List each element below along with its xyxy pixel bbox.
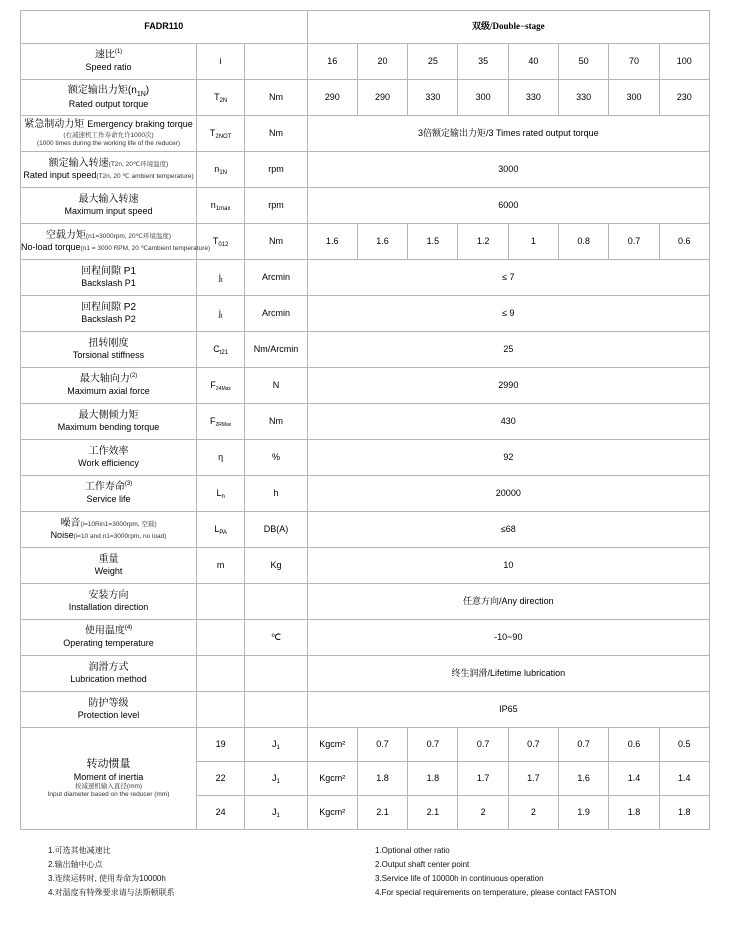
symbol-main: F (210, 379, 216, 390)
value-cell: 1 (508, 224, 558, 260)
unit-cell: % (245, 440, 307, 476)
value-cell: 1.6 (307, 224, 357, 260)
value-cell: 1.9 (559, 796, 609, 830)
value-cell: 300 (609, 80, 659, 116)
unit-cell (245, 44, 307, 80)
symbol-cell (197, 656, 245, 692)
table-row (21, 260, 710, 296)
value-cell-merged: 终生润滑/Lifetime lubrication (307, 656, 709, 692)
label-sub-en: (n1 = 3000 RPM, 20 ℃ambient temperature) (80, 245, 211, 253)
label-en: Work efficiency (78, 458, 139, 469)
unit-cell (245, 656, 307, 692)
value-cell: 2.1 (357, 796, 407, 830)
table-row (21, 152, 710, 188)
symbol-sub: 2NOT (215, 133, 232, 140)
footnote-en-3: 3.Service life of 10000h in continuous operation (375, 874, 544, 883)
label-cn: 重量 (98, 553, 119, 565)
symbol-main: n (214, 163, 220, 174)
symbol-sub: t (220, 313, 223, 320)
footnote-cn-3: 3.连续运转时, 使用寿命为10000h (48, 874, 166, 883)
value-cell: 1.2 (458, 224, 508, 260)
value-cell: 0.7 (609, 224, 659, 260)
symbol-cell (197, 692, 245, 728)
symbol-sub: 1 (276, 744, 280, 751)
unit-cell: Kg (245, 548, 307, 584)
inertia-diameter: 24 (197, 796, 245, 830)
footnote-en-1: 1.Optional other ratio (375, 846, 450, 855)
row-label-noise (21, 512, 197, 548)
label-cn: 防护等级 (88, 697, 129, 709)
value-cell: 70 (609, 44, 659, 80)
symbol-cell (245, 728, 307, 762)
label-sub-en: (T2n, 20 ℃ ambient temperature) (96, 173, 194, 181)
value-cell: 40 (508, 44, 558, 80)
row-label-service-life (21, 476, 197, 512)
stage-title: 双级/Double−stage (307, 11, 709, 44)
label-cn: 润滑方式 (88, 661, 129, 673)
table-row (21, 332, 710, 368)
value-cell: 1.4 (659, 762, 709, 796)
value-cell: 0.7 (408, 728, 458, 762)
table-row (21, 584, 710, 620)
symbol-cell (197, 296, 245, 332)
value-cell: 1.5 (408, 224, 458, 260)
label-sub-en: (i=10 and n1=3000rpm, no load) (73, 533, 167, 541)
symbol-cell (197, 188, 245, 224)
symbol-main: J (272, 806, 277, 817)
label-cn: 转动惯量 (86, 757, 131, 770)
value-cell: 1.7 (508, 762, 558, 796)
row-label-backlash-p2 (21, 296, 197, 332)
symbol-cell (197, 332, 245, 368)
value-cell-merged: 10 (307, 548, 709, 584)
table-row (21, 116, 710, 152)
table-row (21, 404, 710, 440)
value-cell: 0.7 (508, 728, 558, 762)
symbol-sub: PA (219, 529, 227, 536)
unit-cell: h (245, 476, 307, 512)
symbol-sub: 24Max (215, 385, 231, 392)
unit-cell: Arcmin (245, 296, 307, 332)
label-en: Backslash P1 (81, 278, 136, 289)
symbol-sub: 1 (276, 812, 280, 819)
value-cell-merged: 20000 (307, 476, 709, 512)
label-sub-cn: (右减速机工作寿命允许1000次) (63, 131, 154, 139)
symbol-main: J (272, 738, 277, 749)
symbol-cell: m (197, 548, 245, 584)
model-title: FADR110 (21, 11, 308, 44)
table-row (21, 440, 710, 476)
footnote-cn-2: 2.输出轴中心点 (48, 860, 103, 869)
value-cell: 35 (458, 44, 508, 80)
label-en: Weight (94, 566, 123, 577)
value-cell: 2 (508, 796, 558, 830)
symbol-cell (197, 152, 245, 188)
value-cell: 1.8 (408, 762, 458, 796)
label-cn: 额定输入转速 (48, 157, 109, 169)
unit-cell: Arcmin (245, 260, 307, 296)
unit-cell: Kgcm² (307, 762, 357, 796)
table-row (21, 296, 710, 332)
symbol-cell: η (197, 440, 245, 476)
value-cell: 1.6 (357, 224, 407, 260)
value-cell: 0.7 (559, 728, 609, 762)
label-en: Speed ratio (85, 62, 132, 73)
unit-cell: N (245, 368, 307, 404)
footnotes (20, 844, 710, 900)
label-en: Maximum input speed (64, 206, 153, 217)
label-cn: 紧急制动力矩 (24, 119, 85, 131)
value-cell: 1.7 (458, 762, 508, 796)
footnote-en-2: 2.Output shaft center point (375, 860, 470, 869)
row-label-moment-of-inertia (21, 728, 197, 830)
row-label-backlash-p1 (21, 260, 197, 296)
row-label-rated-input-speed (21, 152, 197, 188)
value-cell: 2 (458, 796, 508, 830)
unit-cell: Kgcm² (307, 796, 357, 830)
unit-cell: Nm (245, 80, 307, 116)
label-cn: 扭转刚度 (88, 337, 129, 349)
row-label-rated-output-torque (21, 80, 197, 116)
value-cell-merged: 3倍额定输出力矩/3 Times rated output torque (307, 116, 709, 152)
table-row (21, 44, 710, 80)
label-en: Backslash P2 (81, 314, 136, 325)
value-cell: 16 (307, 44, 357, 80)
row-label-max-bending-torque (21, 404, 197, 440)
value-cell: 1.6 (559, 762, 609, 796)
row-label-no-load-torque (21, 224, 211, 260)
label-en: Installation direction (68, 602, 149, 613)
footnote-en-4: 4.For special requirements on temperature, please contact FASTON (375, 888, 617, 897)
symbol-sub: 012 (218, 241, 229, 248)
footnote-cn-1: 1.可选其他减速比 (48, 846, 111, 855)
value-cell-merged: IP65 (307, 692, 709, 728)
label-cn: 工作效率 (88, 445, 129, 457)
value-cell: 0.6 (609, 728, 659, 762)
symbol-cell (197, 620, 245, 656)
value-cell: 2.1 (408, 796, 458, 830)
symbol-cell (197, 80, 245, 116)
label-en: Rated input speed (23, 170, 97, 181)
value-cell: 330 (508, 80, 558, 116)
symbol-sub: t (220, 277, 223, 284)
symbol-cell (245, 762, 307, 796)
footnotes-cn (20, 844, 365, 900)
value-cell: 1.4 (609, 762, 659, 796)
symbol-sub: 1max (215, 205, 231, 212)
value-cell-merged: 任意方向/Any direction (307, 584, 709, 620)
table-row (21, 476, 710, 512)
unit-cell: Nm (245, 116, 307, 152)
symbol-sub: 1N (219, 169, 227, 176)
label-en: Operating temperature (63, 638, 154, 649)
table-row (21, 368, 710, 404)
row-label-work-efficiency (21, 440, 197, 476)
value-cell: 330 (559, 80, 609, 116)
label-cn-tail: ) (145, 84, 150, 96)
table-row (21, 188, 710, 224)
symbol-main: n (210, 199, 216, 210)
label-sub-en: (1000 times during the working life of the reducer) (36, 139, 181, 147)
row-label-installation-direction (21, 584, 197, 620)
label-en: Protection level (77, 710, 140, 721)
label-sub-cn: 按减速机输入直径(mm) (74, 782, 143, 790)
label-cn: 回程间隙 P2 (81, 301, 137, 313)
symbol-cell: i (197, 44, 245, 80)
label-en: No-load torque (21, 242, 81, 253)
label-cn: 工作寿命 (84, 481, 125, 493)
row-label-weight (21, 548, 197, 584)
symbol-main: T (209, 127, 216, 138)
footnote-cn-4: 4.对温度有特殊要求请与法斯顿联系 (48, 888, 175, 897)
symbol-sub: n (221, 493, 225, 500)
table-row (21, 224, 710, 260)
label-sub-cn: (n1=3000rpm, 20℃环境温度) (85, 232, 172, 240)
symbol-cell (197, 404, 245, 440)
row-label-torsional-stiffness (21, 332, 197, 368)
value-cell-merged: 430 (307, 404, 709, 440)
table-row (21, 80, 710, 116)
label-en: Noise (50, 530, 74, 541)
row-label-max-input-speed (21, 188, 197, 224)
label-cn: 安装方向 (88, 589, 129, 601)
row-label-max-axial-force (21, 368, 197, 404)
label-cn: 最大轴向力 (79, 373, 130, 385)
symbol-cell (197, 476, 245, 512)
table-header-row (21, 11, 710, 44)
symbol-cell (245, 796, 307, 830)
symbol-main: T (214, 91, 220, 102)
row-label-lubrication-method (21, 656, 197, 692)
label-en: Maximum bending torque (57, 422, 160, 433)
value-cell: 50 (559, 44, 609, 80)
symbol-sub: 2RMax (215, 421, 232, 428)
label-cn: 额定输出力矩(n (67, 84, 137, 96)
unit-cell: Kgcm² (307, 728, 357, 762)
symbol-main: j (218, 307, 221, 318)
symbol-cell (197, 368, 245, 404)
label-sub-cn: (T2n, 20℃环境温度) (108, 160, 169, 168)
unit-cell (245, 584, 307, 620)
label-en: Maximum axial force (67, 386, 150, 397)
symbol-main: J (272, 772, 277, 783)
symbol-sub: 2N (219, 97, 228, 104)
table-row (21, 620, 710, 656)
unit-cell: Nm (245, 404, 307, 440)
value-cell: 300 (458, 80, 508, 116)
value-cell: 230 (659, 80, 709, 116)
footnotes-en (365, 844, 710, 900)
table-row (21, 656, 710, 692)
table-row (21, 728, 710, 762)
value-cell: 25 (408, 44, 458, 80)
symbol-cell (197, 116, 245, 152)
value-cell-merged: ≤ 7 (307, 260, 709, 296)
row-label-operating-temperature (21, 620, 197, 656)
label-cn: 噪音 (60, 517, 81, 529)
value-cell-merged: 3000 (307, 152, 709, 188)
label-cn: 速比 (94, 49, 115, 61)
value-cell: 290 (307, 80, 357, 116)
label-cn: 空载力矩 (45, 229, 86, 241)
label-sub-cn: (i=10Rin1=3000rpm, 空载) (80, 520, 157, 528)
label-cn-sub: 1N (136, 90, 146, 98)
symbol-cell (197, 512, 245, 548)
value-cell-merged: 25 (307, 332, 709, 368)
label-sub-en: Input diameter based on the reducer (mm) (47, 791, 170, 798)
label-en: Rated output torque (68, 99, 149, 110)
symbol-cell (197, 584, 245, 620)
symbol-main: j (218, 271, 221, 282)
label-cn: 回程间隙 P1 (81, 265, 137, 277)
unit-cell: ℃ (245, 620, 307, 656)
label-sup: (3) (124, 481, 133, 488)
row-label-emergency-braking-torque (21, 116, 197, 152)
value-cell-merged: ≤68 (307, 512, 709, 548)
label-sup: (1) (114, 49, 123, 56)
label-en: Moment of inertia (73, 771, 144, 782)
symbol-sub: t21 (219, 349, 229, 356)
value-cell: 0.7 (458, 728, 508, 762)
value-cell: 1.8 (659, 796, 709, 830)
value-cell: 20 (357, 44, 407, 80)
unit-cell: rpm (245, 152, 307, 188)
value-cell: 1.8 (609, 796, 659, 830)
label-en: Emergency braking torque (87, 119, 193, 130)
value-cell-merged: 92 (307, 440, 709, 476)
value-cell-merged: ≤ 9 (307, 296, 709, 332)
symbol-cell (197, 224, 245, 260)
table-row (21, 548, 710, 584)
label-sup: (2) (129, 373, 138, 380)
value-cell: 0.7 (357, 728, 407, 762)
inertia-diameter: 19 (197, 728, 245, 762)
symbol-main: L (216, 487, 222, 498)
value-cell: 100 (659, 44, 709, 80)
value-cell: 1.8 (357, 762, 407, 796)
symbol-main: F (209, 415, 216, 426)
symbol-main: T (212, 235, 219, 246)
value-cell: 0.8 (559, 224, 609, 260)
label-en: Service life (86, 494, 131, 505)
unit-cell: Nm/Arcmin (245, 332, 307, 368)
symbol-main: C (213, 343, 220, 354)
specification-table (20, 10, 710, 830)
unit-cell: Nm (245, 224, 307, 260)
value-cell-merged: 6000 (307, 188, 709, 224)
symbol-main: L (214, 523, 220, 534)
value-cell: 0.5 (659, 728, 709, 762)
label-cn: 使用温度 (84, 625, 125, 637)
table-row (21, 512, 710, 548)
unit-cell (245, 692, 307, 728)
unit-cell: rpm (245, 188, 307, 224)
value-cell-merged: -10~90 (307, 620, 709, 656)
value-cell: 0.6 (659, 224, 709, 260)
inertia-diameter: 22 (197, 762, 245, 796)
label-sup: (4) (124, 625, 133, 632)
label-cn: 最大输入转速 (78, 193, 139, 205)
unit-cell: DB(A) (245, 512, 307, 548)
symbol-cell (197, 260, 245, 296)
row-label-speed-ratio (21, 44, 197, 80)
row-label-protection-level (21, 692, 197, 728)
value-cell-merged: 2990 (307, 368, 709, 404)
value-cell: 290 (357, 80, 407, 116)
table-row (21, 692, 710, 728)
value-cell: 330 (408, 80, 458, 116)
label-en: Torsional stiffness (72, 350, 145, 361)
label-en: Lubrication method (70, 674, 147, 685)
symbol-sub: 1 (276, 778, 280, 785)
label-cn: 最大侧倾力矩 (78, 409, 139, 421)
